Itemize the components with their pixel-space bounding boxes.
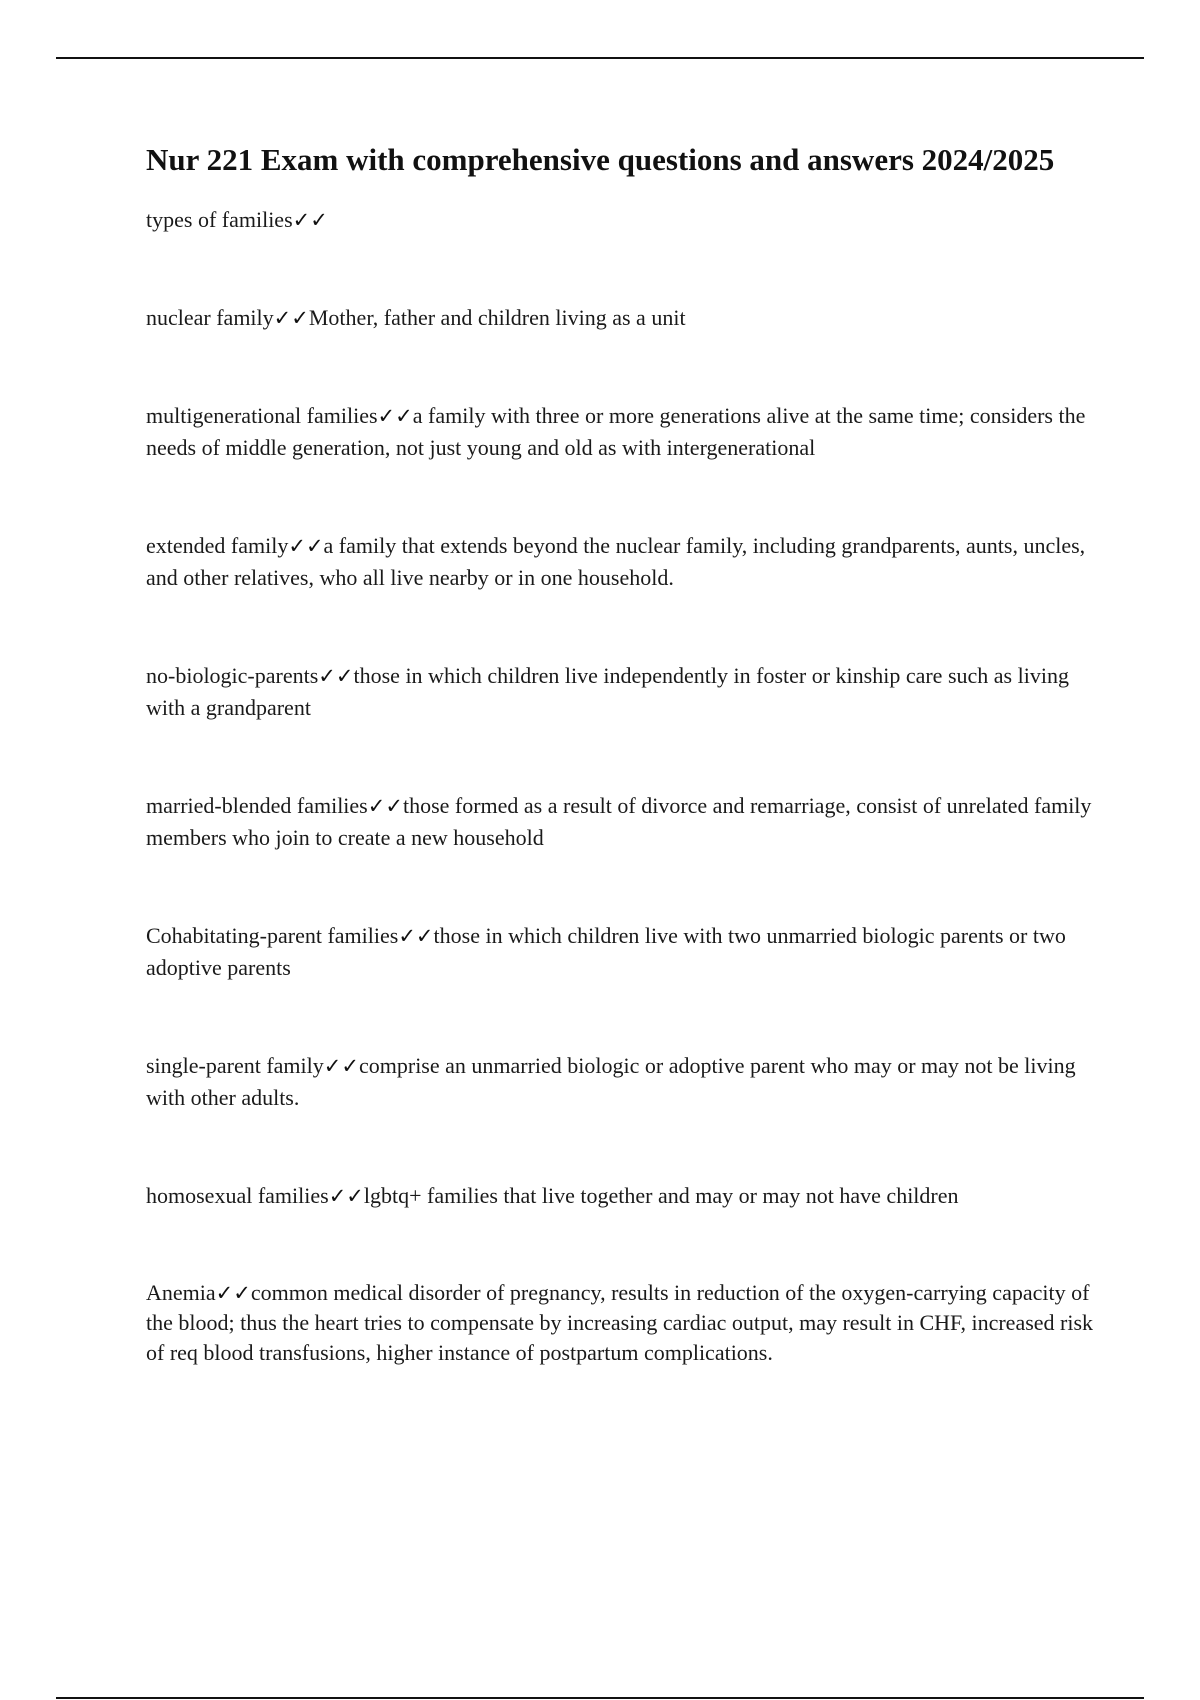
entry-homosexual-families (146, 1180, 1096, 1212)
entry-definition: common medical disorder of pregnancy, results in reduction of the oxygen-carrying capacity of the blood; thus the heart tries to compensate by increasing cardiac output, may result in CHF, increased risk of req blood transfusions, higher instance of postpartum complications. (146, 1280, 1094, 1365)
check-mark-icon: ✓✓ (377, 404, 413, 428)
check-mark-icon: ✓✓ (328, 1184, 364, 1208)
entry-definition: a family that extends beyond the nuclear family, including grandparents, aunts, uncles, and other relatives, who all live nearby or in one household. (146, 533, 1086, 590)
check-mark-icon: ✓✓ (367, 794, 403, 818)
entry-term: extended family (146, 533, 289, 558)
entry-term: Anemia (146, 1280, 216, 1305)
entry-definition: those in which children live with two unmarried biologic parents or two adoptive parents (146, 923, 1066, 980)
entry-single-parent-family (146, 1050, 1096, 1114)
top-rule (56, 57, 1144, 59)
entry-term: nuclear family (146, 305, 274, 330)
entry-term: married-blended families (146, 793, 368, 818)
entry-term: single-parent family (146, 1053, 324, 1078)
entry-term: Cohabitating-parent families (146, 923, 399, 948)
check-mark-icon: ✓✓ (318, 664, 354, 688)
entry-definition: a family with three or more generations alive at the same time; considers the needs of middle generation, not just young and old as with intergenerational (146, 403, 1086, 460)
check-mark-icon: ✓✓ (273, 306, 309, 330)
check-mark-icon: ✓✓ (398, 924, 434, 948)
entry-types-of-families (146, 204, 1096, 236)
entry-multigenerational-families (146, 400, 1096, 464)
entry-term: types of families (146, 207, 293, 232)
entry-definition: Mother, father and children living as a unit (308, 305, 686, 330)
entry-married-blended-families (146, 790, 1096, 854)
entry-term: multigenerational families (146, 403, 378, 428)
entry-extended-family (146, 530, 1096, 594)
bottom-rule (56, 1697, 1144, 1699)
entry-cohabitating-parent-families (146, 920, 1096, 984)
entry-term: homosexual families (146, 1183, 329, 1208)
entry-definition: comprise an unmarried biologic or adoptive parent who may or may not be living with other adults. (146, 1053, 1076, 1110)
check-mark-icon: ✓✓ (288, 534, 324, 558)
entry-definition: lgbtq+ families that live together and may or may not have children (363, 1183, 959, 1208)
entry-nuclear-family (146, 302, 1096, 334)
check-mark-icon: ✓✓ (323, 1054, 359, 1078)
entry-no-biologic-parents (146, 660, 1096, 724)
entry-term: no-biologic-parents (146, 663, 319, 688)
entry-definition: those formed as a result of divorce and remarriage, consist of unrelated family members who join to create a new household (146, 793, 1092, 850)
document-body (146, 140, 1096, 1368)
entry-definition: those in which children live independently in foster or kinship care such as living with a grandparent (146, 663, 1069, 720)
document-title: Nur 221 Exam with comprehensive questions and answers 2024/2025 (146, 142, 1055, 177)
entry-anemia (146, 1278, 1096, 1368)
check-mark-icon: ✓✓ (292, 208, 328, 232)
check-mark-icon: ✓✓ (215, 1281, 251, 1305)
